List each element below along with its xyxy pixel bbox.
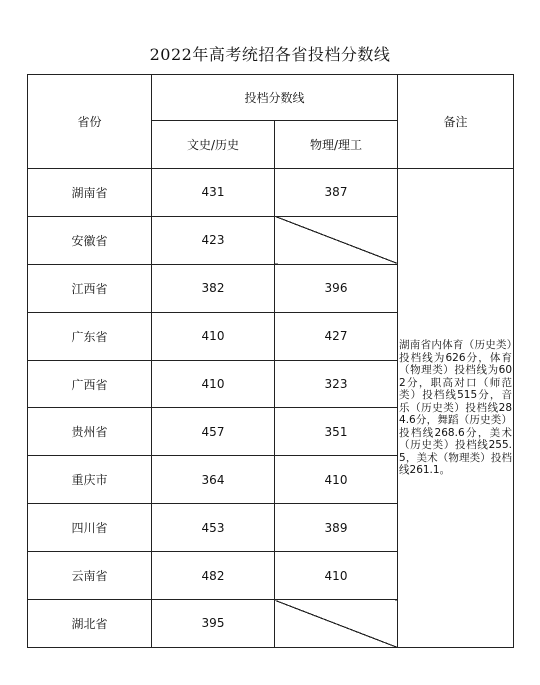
page-title: 2022年高考统招各省投档分数线 (149, 45, 391, 64)
humanities-score-cell: 382 (152, 264, 275, 312)
humanities-score-cell: 364 (152, 456, 275, 504)
province-cell: 广东省 (28, 312, 152, 360)
province-cell: 重庆市 (28, 456, 152, 504)
table-row (28, 169, 514, 217)
science-score-cell: 389 (275, 504, 398, 552)
province-cell: 四川省 (28, 504, 152, 552)
humanities-score-cell: 453 (152, 504, 275, 552)
humanities-score-cell: 482 (152, 552, 275, 600)
humanities-score-cell: 395 (152, 600, 275, 648)
province-cell: 广西省 (28, 360, 152, 408)
humanities-score-cell: 431 (152, 169, 275, 217)
header-humanities: 文史/历史 (152, 121, 275, 169)
science-score-cell: 410 (275, 456, 398, 504)
science-score-cell: 396 (275, 264, 398, 312)
humanities-score-cell: 423 (152, 216, 275, 264)
header-science: 物理/理工 (275, 121, 398, 169)
science-score-cell: 387 (275, 169, 398, 217)
science-score-cell: 410 (275, 552, 398, 600)
province-cell: 湖南省 (28, 169, 152, 217)
province-cell: 江西省 (28, 264, 152, 312)
province-cell: 云南省 (28, 552, 152, 600)
notes-cell (398, 169, 514, 648)
province-cell: 湖北省 (28, 600, 152, 648)
header-province: 省份 (28, 75, 152, 169)
science-score-cell: 427 (275, 312, 398, 360)
humanities-score-cell: 410 (152, 312, 275, 360)
science-score-cell: 323 (275, 360, 398, 408)
header-notes: 备注 (398, 75, 514, 169)
header-score-group: 投档分数线 (152, 75, 398, 121)
empty-diagonal-cell (275, 216, 398, 264)
empty-diagonal-cell (275, 600, 398, 648)
score-table (27, 74, 514, 648)
notes-text: 湖南省内体育（历史类）投档线为626分，体育（物理类）投档线为602分，职高对口（师范类）投档线515分，音乐（历史类）投档线284.6分，舞蹈（历史类）投档线268.6分，美术（历史类）投档线255.5，美术（物理类）投档线261.1。 (399, 339, 513, 477)
humanities-score-cell: 410 (152, 360, 275, 408)
province-cell: 安徽省 (28, 216, 152, 264)
province-cell: 贵州省 (28, 408, 152, 456)
humanities-score-cell: 457 (152, 408, 275, 456)
science-score-cell: 351 (275, 408, 398, 456)
